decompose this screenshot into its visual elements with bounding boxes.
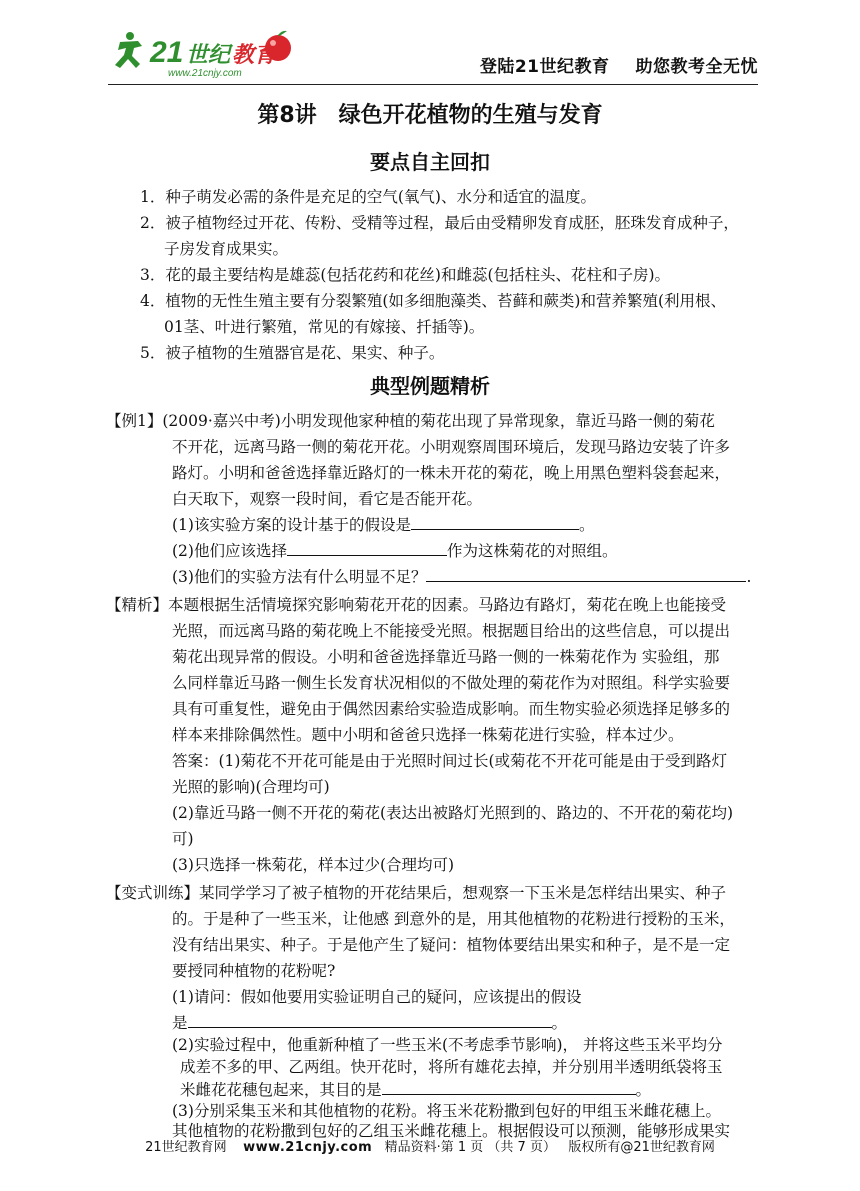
answer-line-3: (2)靠近马路一侧不开花的菊花(表达出被路灯光照到的、路边的、不开花的菊花均) <box>172 804 734 822</box>
slogan-login: 登陆21世纪教育 <box>479 57 610 77</box>
variant-line-3: 没有结出果实、种子。于是他产生了疑问：植物体要结出果实和种子，是不是一定 <box>172 936 731 954</box>
variant-q1-end: 。 <box>551 1014 568 1032</box>
variant-q3-line-2: 其他植物的花粉撒到包好的乙组玉米雌花穗上。根据假设可以预测，能够形成果实 <box>172 1122 731 1140</box>
variant-q2-line-1: (2)实验过程中，他重新种植了一些玉米(不考虑季节影响)， 并将这些玉米平均分 <box>172 1036 723 1054</box>
example-q2-text: (2)他们应该选择 <box>172 542 287 560</box>
section-heading-examples: 典型例题精析 <box>370 374 490 398</box>
answer-line-1: 答案：(1)菊花不开花可能是由于光照时间过长(或菊花不开花可能是由于受到路灯 <box>172 752 728 770</box>
running-figure-icon <box>115 32 142 68</box>
example-line-3: 路灯。小明和爸爸选择靠近路灯的一株未开花的菊花，晚上用黑色塑料袋套起来， <box>172 464 731 482</box>
variant-q3-line-1: (3)分别采集玉米和其他植物的花粉。将玉米花粉撒到包好的甲组玉米雌花穗上。 <box>172 1102 721 1120</box>
variant-q2-answer-line <box>180 1078 651 1101</box>
svg-text:教育: 教育 <box>232 43 277 68</box>
page-header <box>108 22 758 82</box>
variant-q2-end: 。 <box>635 1081 652 1099</box>
variant-q2-prefix: 米雌花花穗包起来，其目的是 <box>180 1081 382 1099</box>
answer-line-4: 可) <box>172 830 194 848</box>
footer-site-name: 21世纪教育网 <box>145 1140 227 1155</box>
key-point-3: 3．花的最主要结构是雄蕊(包括花药和花丝)和雌蕊(包括柱头、花柱和子房)。 <box>140 266 671 284</box>
variant-q2-line-2: 成差不多的甲、乙两组。快开花时，将所有雄花去掉，并分别用半透明纸袋将玉 <box>180 1058 723 1076</box>
variant-q1-answer-line <box>172 1010 567 1036</box>
analysis-line-1: 【精析】本题根据生活情境探究影响菊花开花的因素。马路边有路灯，菊花在晚上也能接受 <box>106 596 727 614</box>
example-q3-text: (3)他们的实验方法有什么明显不足？ <box>172 568 427 586</box>
analysis-line-2: 光照，而远离马路的菊花晚上不能接受光照。根据题目给出的这些信息，可以提出 <box>172 622 731 640</box>
example-question-1 <box>172 512 594 538</box>
analysis-line-6: 样本来排除偶然性。题中小明和爸爸只选择一株菊花进行实验，样本过少。 <box>172 726 684 744</box>
example-q3-end: . <box>746 568 752 586</box>
example-q1-text: (1)该实验方案的设计基于的假设是 <box>172 516 411 534</box>
example-line-1: 【例1】(2009·嘉兴中考)小明发现他家种植的菊花出现了异常现象，靠近马路一侧的菊花 <box>106 412 715 430</box>
variant-q1-prefix: 是 <box>172 1014 188 1032</box>
answer-line-5: (3)只选择一株菊花，样本过少(合理均可) <box>172 856 455 874</box>
example-question-2 <box>172 538 617 564</box>
footer-url[interactable]: www.21cnjy.com <box>243 1140 373 1155</box>
variant-q1-blank[interactable] <box>188 1011 552 1028</box>
example-line-2: 不开花，远离马路一侧的菊花开花。小明观察周围环境后，发现马路边安装了许多 <box>172 438 731 456</box>
section-heading-key-points: 要点自主回扣 <box>370 150 490 174</box>
example-q3-blank[interactable] <box>426 565 746 582</box>
key-point-2-cont: 子房发育成果实。 <box>164 240 289 258</box>
variant-q2-blank[interactable] <box>382 1078 636 1095</box>
analysis-line-3: 菊花出现异常的假设。小明和爸爸选择靠近马路一侧的一株菊花作为 实验组，那 <box>172 648 720 666</box>
key-point-4-cont: 01茎、叶进行繁殖，常见的有嫁接、扦插等)。 <box>164 318 485 336</box>
example-q1-end: 。 <box>578 516 595 534</box>
example-line-4: 白天取下，观察一段时间，看它是否能开花。 <box>172 490 483 508</box>
slogan-help: 助您教考全无忧 <box>635 57 758 77</box>
example-q2-blank[interactable] <box>287 539 447 556</box>
key-point-4: 4．植物的无性生殖主要有分裂繁殖(如多细胞藻类、苔藓和蕨类)和营养繁殖(利用根、 <box>140 292 727 310</box>
answer-line-2: 光照的影响)(合理均可) <box>172 778 330 796</box>
analysis-line-4: 么同样靠近马路一侧生长发育状况相似的不做处理的菊花作为对照组。科学实验要 <box>172 674 731 692</box>
key-point-1: 1．种子萌发必需的条件是充足的空气(氧气)、水分和适宜的温度。 <box>140 188 596 206</box>
footer-copyright: 版权所有@21世纪教育网 <box>568 1140 715 1155</box>
example-q2-end: 作为这株菊花的对照组。 <box>446 542 618 560</box>
header-divider <box>108 84 758 85</box>
key-point-2: 2．被子植物经过开花、传粉、受精等过程，最后由受精卵发育成胚，胚珠发育成种子， <box>140 214 739 232</box>
svg-text:21: 21 <box>150 36 184 69</box>
logo-url: www.21cnjy.com <box>168 68 242 79</box>
example-q1-blank[interactable] <box>411 513 579 530</box>
key-point-5: 5．被子植物的生殖器官是花、果实、种子。 <box>140 344 445 362</box>
variant-line-1: 【变式训练】某同学学习了被子植物的开花结果后，想观察一下玉米是怎样结出果实、种子 <box>106 884 727 902</box>
variant-question-1: (1)请问：假如他要用实验证明自己的疑问，应该提出的假设 <box>172 988 582 1006</box>
header-slogan <box>454 52 758 77</box>
variant-line-4: 要授同种植物的花粉呢? <box>172 962 336 980</box>
footer-page-info: 精品资料·第 1 页 （共 7 页） <box>384 1140 556 1155</box>
page-title: 第8讲 绿色开花植物的生殖与发育 <box>257 103 603 128</box>
example-question-3 <box>172 564 751 590</box>
analysis-line-5: 具有可重复性，避免由于偶然因素给实验造成影响。而生物实验必须选择足够多的 <box>172 700 731 718</box>
site-logo <box>108 28 308 80</box>
variant-line-2: 的。于是种了一些玉米，让他感 到意外的是，用其他植物的花粉进行授粉的玉米， <box>172 910 735 928</box>
svg-text:世纪: 世纪 <box>186 43 231 68</box>
